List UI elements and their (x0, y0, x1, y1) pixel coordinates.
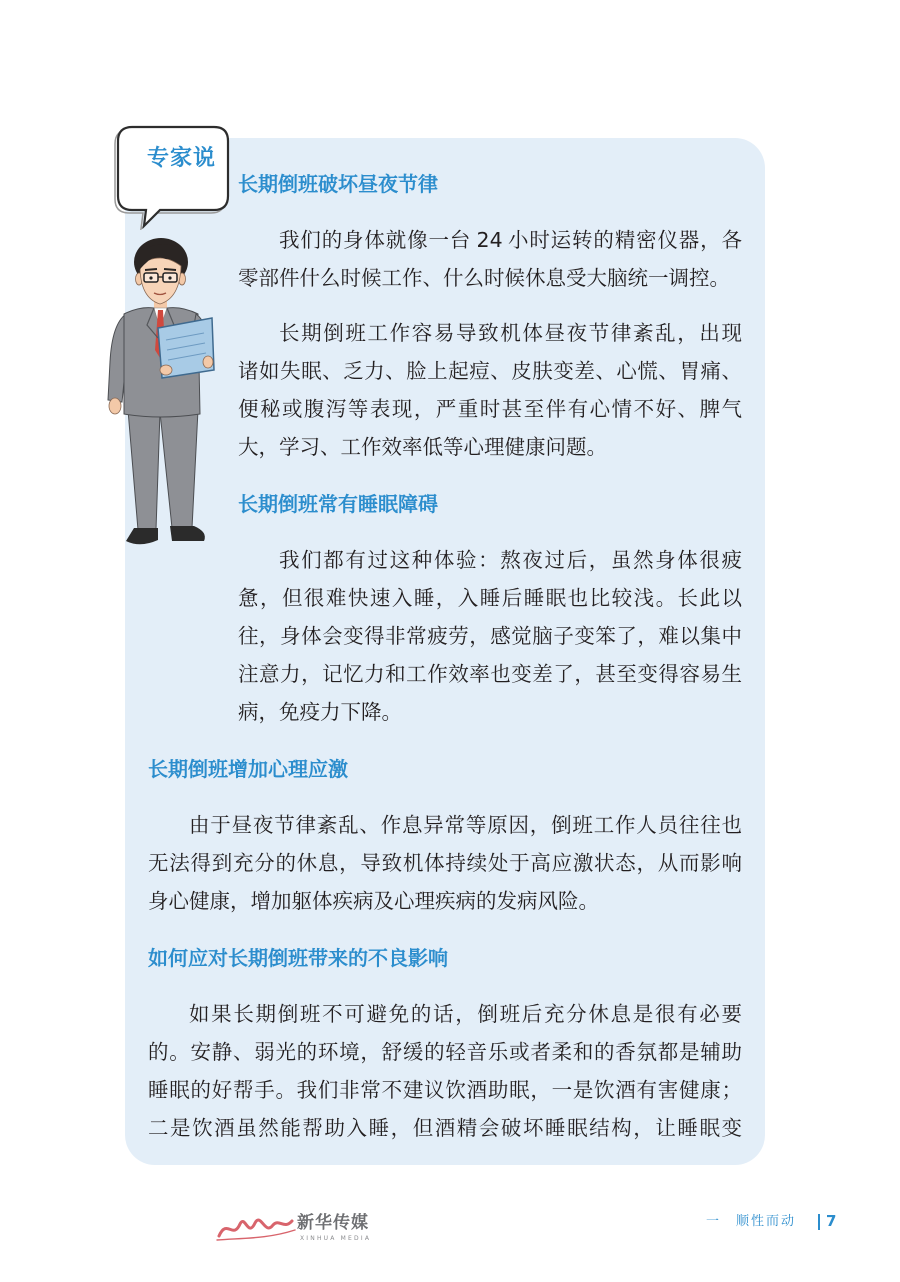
expert-man-with-tablet-icon (100, 232, 225, 560)
text-line: 二是饮酒虽然能帮助入睡，但酒精会破坏睡眠结构，让睡眠变 (148, 1116, 742, 1140)
text-line: 睡眠的好帮手。我们非常不建议饮酒助眠，一是饮酒有害健康； (148, 1078, 742, 1102)
paragraph (148, 806, 742, 920)
publisher-name: 新华传媒 (297, 1213, 369, 1233)
text-line: 病，免疫力下降。 (238, 700, 402, 724)
brush-swirl-logo-icon (215, 1208, 297, 1248)
text-line: 诸如失眠、乏力、脸上起痘、皮肤变差、心慌、胃痛、 (238, 359, 742, 383)
text-line: 由于昼夜节律紊乱、作息异常等原因，倒班工作人员往往也 (189, 813, 742, 837)
chapter-title: 一 顺性而动 (706, 1214, 797, 1229)
text-line: 惫，但很难快速入睡，入睡后睡眠也比较浅。长此以 (238, 586, 742, 610)
text-line: 我们都有过这种体验：熬夜过后，虽然身体很疲 (279, 548, 742, 572)
text-line: 便秘或腹泻等表现，严重时甚至伴有心情不好、脾气 (238, 397, 742, 421)
side-column-text (238, 165, 742, 748)
section-heading: 如何应对长期倒班带来的不良影响 (148, 946, 448, 970)
text-line: 零部件什么时候工作、什么时候休息受大脑统一调控。 (238, 266, 730, 290)
speech-bubble-icon (110, 120, 240, 230)
paragraph (238, 314, 742, 466)
text-line: 无法得到充分的休息，导致机体持续处于高应激状态，从而影响 (148, 851, 742, 875)
text-line: 长期倒班工作容易导致机体昼夜节律紊乱，出现 (279, 321, 742, 345)
expert-says-badge: 专家说 (147, 146, 217, 171)
paragraph (148, 995, 742, 1147)
text-line: 的。安静、弱光的环境，舒缓的轻音乐或者柔和的香氛都是辅助 (148, 1040, 742, 1064)
text-line: 大，学习、工作效率低等心理健康问题。 (238, 435, 607, 459)
publisher-name-en: XINHUA MEDIA (300, 1235, 372, 1242)
paragraph (238, 221, 742, 297)
paragraph (238, 541, 742, 731)
text-line: 身心健康，增加躯体疾病及心理疾病的发病风险。 (148, 889, 599, 913)
text-line: 我们的身体就像一台 24 小时运转的精密仪器，各 (279, 228, 742, 252)
text-line: 如果长期倒班不可避免的话，倒班后充分休息是很有必要 (189, 1002, 742, 1026)
text-line: 往，身体会变得非常疲劳，感觉脑子变笨了，难以集中 (238, 624, 742, 648)
section-heading: 长期倒班常有睡眠障碍 (238, 492, 438, 516)
main-column-text (148, 750, 742, 1164)
section-heading: 长期倒班破坏昼夜节律 (238, 172, 438, 196)
text-line: 注意力，记忆力和工作效率也变差了，甚至变得容易生 (238, 662, 742, 686)
footer-divider (818, 1214, 820, 1230)
page-number: 7 (826, 1212, 837, 1230)
section-heading: 长期倒班增加心理应激 (148, 757, 348, 781)
